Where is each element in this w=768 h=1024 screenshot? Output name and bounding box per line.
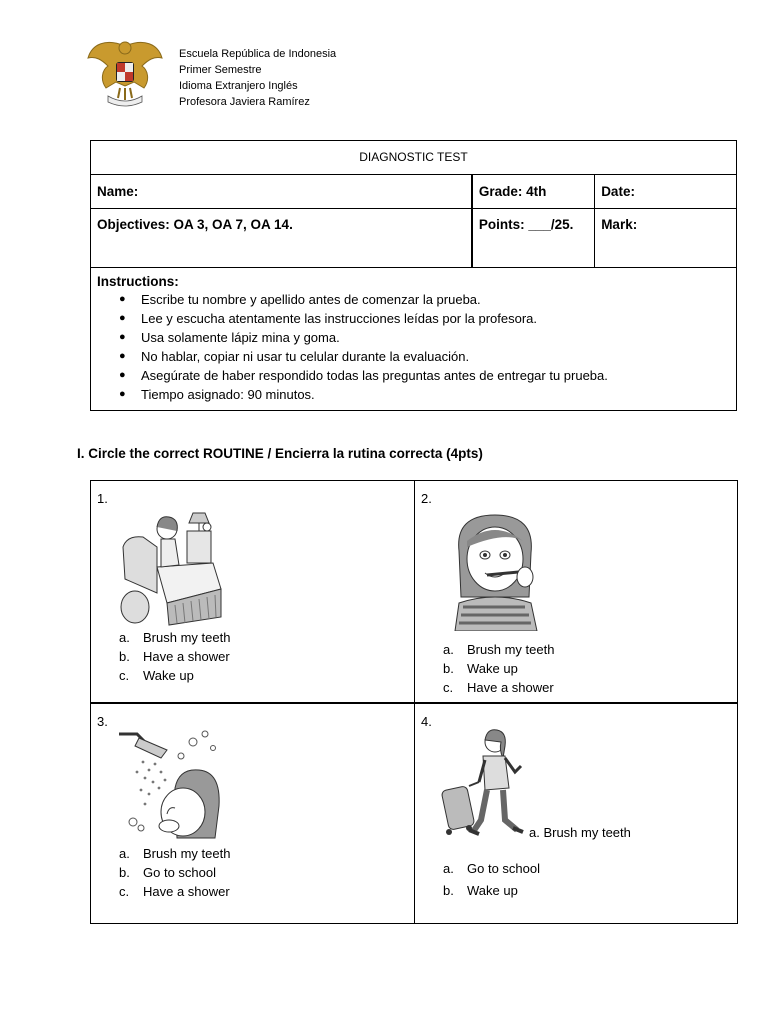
question-number: 3.: [97, 714, 108, 729]
instructions-list: [97, 290, 730, 404]
option-text: Have a shower: [143, 884, 230, 899]
instruction-item: ● Usa solamente lápiz mina y goma.: [141, 328, 730, 347]
school-name: Escuela República de Indonesia: [179, 48, 337, 60]
option-letter: b.: [443, 661, 454, 676]
option-text: Go to school: [467, 861, 540, 876]
instruction-item: ● Tiempo asignado: 90 minutos.: [141, 385, 730, 404]
option-b[interactable]: [443, 659, 554, 678]
option-b[interactable]: [443, 880, 540, 902]
girl-brushing-teeth-icon: [445, 511, 545, 636]
option-text: Have a shower: [467, 680, 554, 695]
semester: Primer Semestre: [179, 64, 262, 76]
option-text: Wake up: [143, 668, 194, 683]
option-text: Go to school: [143, 865, 216, 880]
question-number: 2.: [421, 491, 432, 506]
option-letter: c.: [443, 680, 454, 695]
option-letter: a.: [119, 630, 130, 645]
option-text: Brush my teeth: [467, 642, 555, 657]
points-field[interactable]: Points: ___/25.: [472, 209, 595, 268]
test-title: DIAGNOSTIC TEST: [91, 141, 737, 175]
question-2: [415, 481, 737, 704]
option-letter: b.: [119, 649, 130, 664]
option-a[interactable]: [443, 640, 554, 659]
objectives-field: Objectives: OA 3, OA 7, OA 14.: [91, 209, 472, 268]
instruction-item: ● No hablar, copiar ni usar tu celular durante la evaluación.: [141, 347, 730, 366]
options-list: [119, 628, 230, 685]
girl-taking-shower-icon: [115, 728, 227, 847]
option-a[interactable]: [119, 628, 230, 647]
options-list: [443, 858, 540, 902]
option-letter: a.: [443, 642, 454, 657]
option-b[interactable]: [119, 863, 230, 882]
option-letter: b.: [119, 865, 130, 880]
question-number: 1.: [97, 491, 108, 506]
name-field[interactable]: Name:: [91, 175, 472, 209]
option-text: Wake up: [467, 661, 518, 676]
option-letter: c.: [119, 884, 130, 899]
option-c[interactable]: [119, 666, 230, 685]
option-text: Brush my teeth: [143, 846, 231, 861]
instruction-item: ● Lee y escucha atentamente las instrucciones leídas por la profesora.: [141, 309, 730, 328]
option-letter: c.: [119, 668, 130, 683]
option-text: Have a shower: [143, 649, 230, 664]
instructions-cell: [91, 268, 737, 411]
questions-grid: [90, 480, 738, 924]
option-text: Wake up: [467, 883, 518, 898]
test-header-table: [90, 140, 737, 411]
options-list: [443, 640, 554, 697]
question-3: [91, 704, 415, 923]
teacher: Profesora Javiera Ramírez: [179, 96, 310, 108]
option-c[interactable]: [443, 678, 554, 697]
section-title: I. Circle the correct ROUTINE / Encierra la rutina correcta (4pts): [77, 446, 483, 461]
stray-option-label: a. Brush my teeth: [529, 825, 631, 840]
option-a[interactable]: [119, 844, 230, 863]
option-c[interactable]: [119, 882, 230, 901]
date-field[interactable]: Date:: [595, 175, 737, 209]
option-letter: b.: [443, 883, 454, 898]
garuda-crest-icon: [86, 36, 164, 112]
girl-waking-up-in-bed-icon: [117, 507, 229, 632]
question-1: [91, 481, 415, 704]
option-letter: a.: [119, 846, 130, 861]
girl-going-to-school-icon: [439, 728, 531, 847]
option-letter: a.: [443, 861, 454, 876]
question-number: 4.: [421, 714, 432, 729]
mark-field[interactable]: Mark:: [595, 209, 737, 268]
option-a[interactable]: [443, 858, 540, 880]
grade-field: Grade: 4th: [472, 175, 595, 209]
options-list: [119, 844, 230, 901]
instruction-item: ● Asegúrate de haber respondido todas las preguntas antes de entregar tu prueba.: [141, 366, 730, 385]
question-4: [415, 704, 737, 923]
option-text: Brush my teeth: [143, 630, 231, 645]
school-info: [179, 46, 336, 110]
option-b[interactable]: [119, 647, 230, 666]
subject: Idioma Extranjero Inglés: [179, 80, 298, 92]
instruction-item: ● Escribe tu nombre y apellido antes de comenzar la prueba.: [141, 290, 730, 309]
instructions-title: Instructions:: [97, 274, 179, 289]
